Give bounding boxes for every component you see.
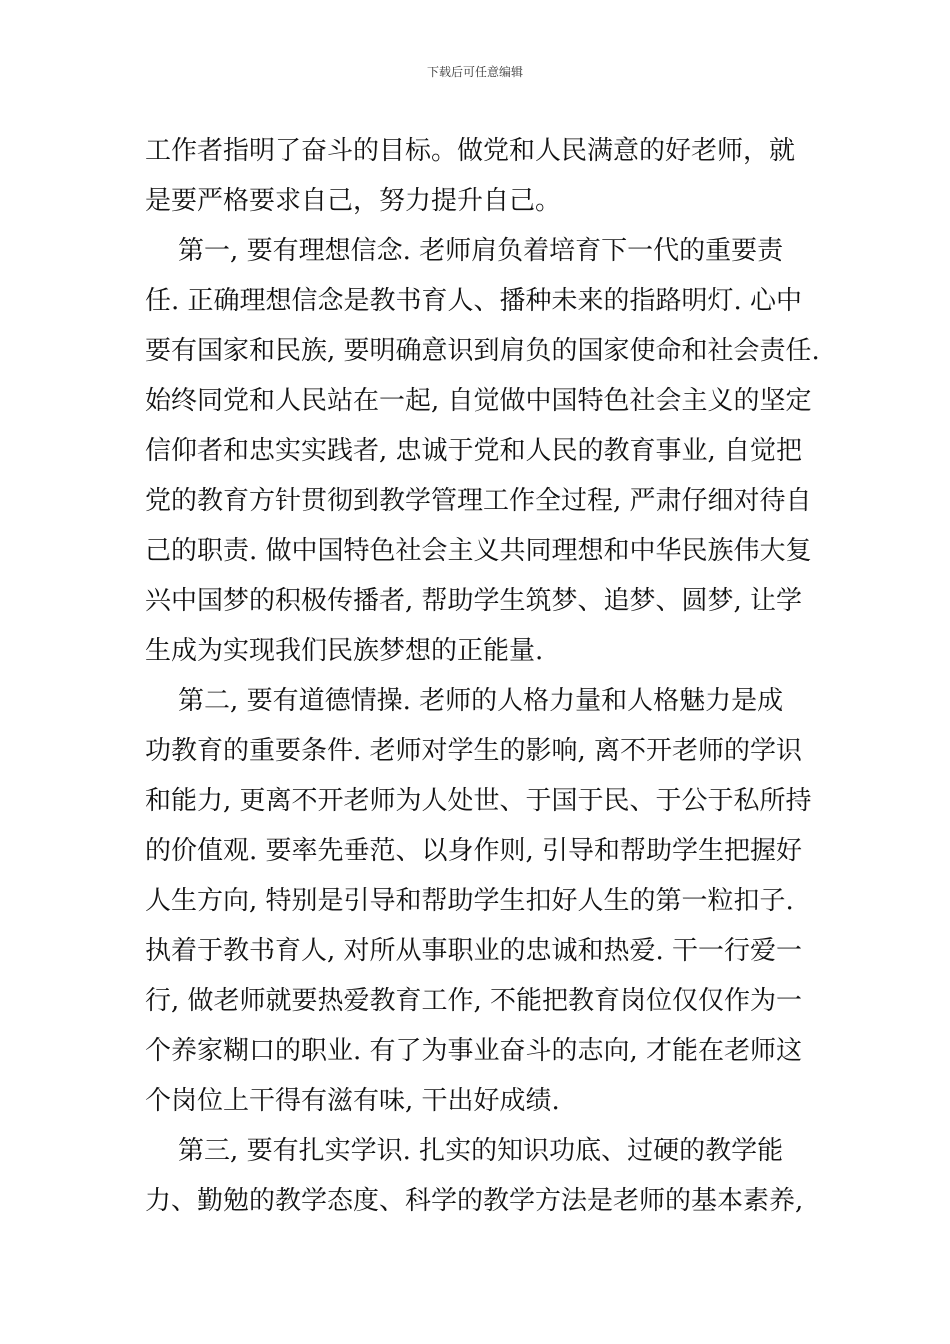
text-line: 第二, 要有道德情操. 老师的人格力量和人格魅力是成 <box>145 686 784 716</box>
text-line: 第三, 要有扎实学识. 扎实的知识功底、过硬的教学能 <box>145 1136 784 1166</box>
document-body <box>145 126 820 1226</box>
text-line: 兴中国梦的积极传播者, 帮助学生筑梦、追梦、圆梦, 让学 <box>145 586 803 616</box>
text-line: 行, 做老师就要热爱教育工作, 不能把教育岗位仅仅作为一 <box>145 986 803 1016</box>
text-line: 始终同党和人民站在一起, 自觉做中国特色社会主义的坚定 <box>145 386 812 416</box>
text-line: 功教育的重要条件. 老师对学生的影响, 离不开老师的学识 <box>145 736 803 766</box>
text-line: 要有国家和民族, 要明确意识到肩负的国家使命和社会责任. <box>145 336 820 366</box>
text-line: 力、勤勉的教学态度、科学的教学方法是老师的基本素养, <box>145 1186 804 1216</box>
text-line: 信仰者和忠实实践者, 忠诚于党和人民的教育事业, 自觉把 <box>145 436 803 466</box>
text-line: 个岗位上干得有滋有味, 干出好成绩. <box>145 1086 560 1116</box>
text-line: 个养家糊口的职业. 有了为事业奋斗的志向, 才能在老师这 <box>145 1036 803 1066</box>
text-line: 执着于教书育人, 对所从事职业的忠诚和热爱. 干一行爱一 <box>145 936 803 966</box>
text-line: 的价值观. 要率先垂范、以身作则, 引导和帮助学生把握好 <box>145 836 803 866</box>
page-header: 下载后可任意编辑 <box>426 65 523 79</box>
text-line: 人生方向, 特别是引导和帮助学生扣好人生的第一粒扣子. <box>145 886 794 916</box>
text-line: 生成为实现我们民族梦想的正能量. <box>145 636 544 666</box>
text-line: 党的教育方针贯彻到教学管理工作全过程, 严肃仔细对待自 <box>145 486 812 516</box>
text-line: 己的职责. 做中国特色社会主义共同理想和中华民族伟大复 <box>145 536 812 566</box>
text-line: 第一, 要有理想信念. 老师肩负着培育下一代的重要责 <box>145 236 784 266</box>
text-line: 和能力, 更离不开老师为人处世、于国于民、于公于私所持 <box>145 786 812 816</box>
text-line: 是要严格要求自己，努力提升自己。 <box>145 186 562 216</box>
text-line: 任. 正确理想信念是教书育人、播种未来的指路明灯. 心中 <box>145 286 803 316</box>
text-line: 工作者指明了奋斗的目标。做党和人民满意的好老师，就 <box>145 136 796 166</box>
